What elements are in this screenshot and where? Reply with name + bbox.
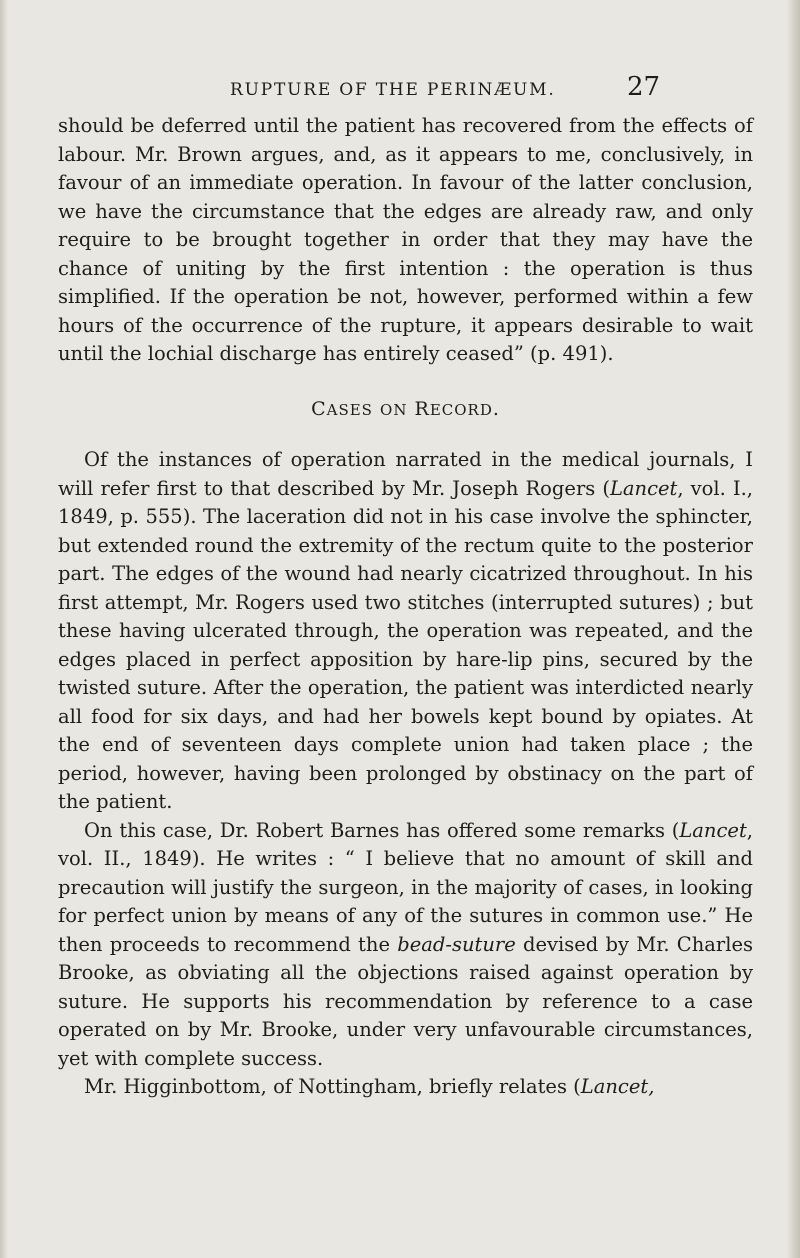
page-number: 27 bbox=[627, 72, 661, 102]
body-text bbox=[58, 112, 753, 1102]
page-edge-left bbox=[0, 0, 8, 1258]
section-heading: CASES ON RECORD. bbox=[311, 397, 500, 420]
journal-title: Lancet, bbox=[580, 1075, 655, 1098]
journal-title: Lancet bbox=[609, 476, 678, 500]
paragraph-3: On this case, Dr. Robert Barnes has offered some remarks (Lancet, vol. II., 1849). He writes : “ I believe that no amount of skill and precaution will justify the surgeon, in the majority of cases, in looking for perfect union by means of any of the sutures in common use.” He then proceeds to recommend the bead-suture devised by Mr. Charles Brooke, as obviating all the objections raised against operation by suture. He supports his recommendation by reference to a case operated on by Mr. Brooke, under very unfavourable circumstances, yet with complete success. bbox=[58, 818, 753, 1070]
page-header bbox=[0, 72, 800, 108]
paragraph-4: Mr. Higginbottom, of Nottingham, briefly relates (Lancet, bbox=[84, 1075, 655, 1098]
page-edge-right bbox=[786, 0, 800, 1258]
running-head: RUPTURE OF THE PERINÆUM. bbox=[230, 80, 556, 100]
journal-title: Lancet bbox=[679, 818, 747, 842]
paragraph-1: should be deferred until the patient has recovered from the effects of labour. Mr. Brown argues, and, as it appears to me, conclusively, in favour of an immediate operation. In favour of the latter conclusion, we have the circumstance that the edges are already raw, and only require to be brought together in order that they may have the chance of uniting by the first intention : the operation is thus simplified. If the operation be not, however, performed within a few hours of the occurrence of the rupture, it appears desirable to wait until the lochial discharge has entirely ceased” (p. 491). bbox=[58, 114, 753, 365]
paragraph-2: Of the instances of operation narrated in the medical journals, I will refer first to that described by Mr. Joseph Rogers (Lancet, vol. I., 1849, p. 555). The laceration did not in his case involve the sphincter, but extended round the extremity of the rectum quite to the posterior part. The edges of the wound had nearly cicatrized throughout. In his first attempt, Mr. Rogers used two stitches (interrupted sutures) ; but these having ulcerated through, the operation was repeated, and the edges placed in perfect apposition by hare-lip pins, secured by the twisted suture. After the operation, the patient was interdicted nearly all food for six days, and had her bowels kept bound by opiates. At the end of seventeen days complete union had taken place ; the period, however, having been prolonged by obstinacy on the part of the patient. bbox=[58, 448, 753, 813]
bead-suture-term: bead-suture bbox=[397, 932, 516, 956]
